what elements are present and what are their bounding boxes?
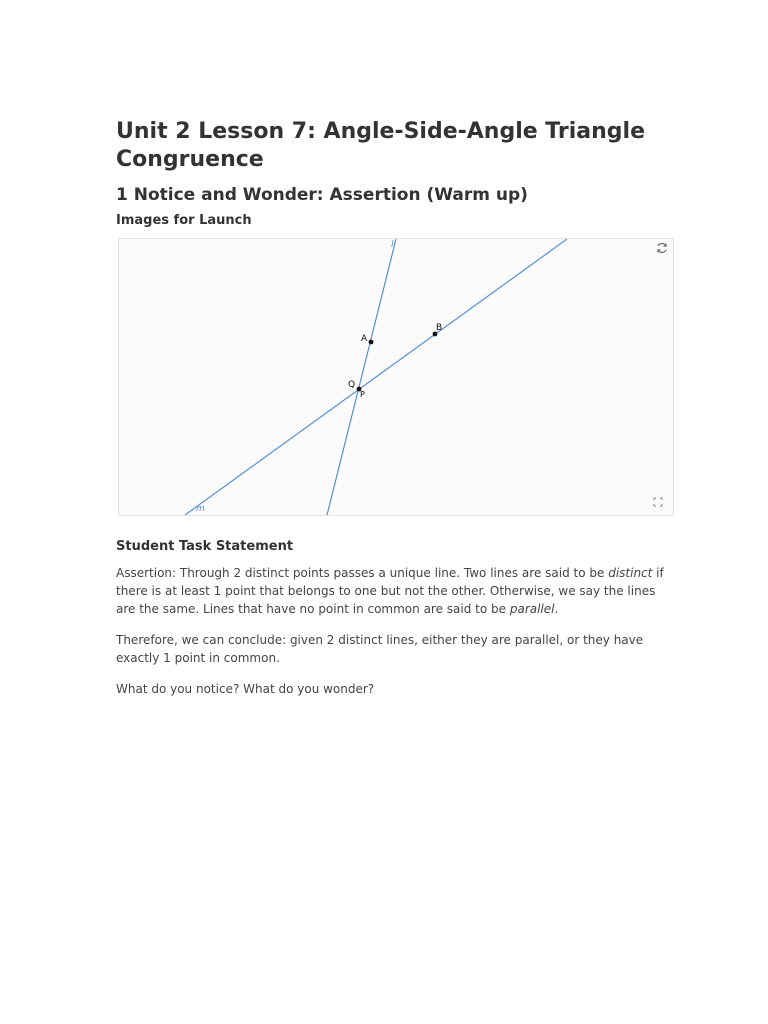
task-heading: Student Task Statement: [116, 539, 294, 554]
point-p-label: P: [360, 390, 365, 399]
line-m[interactable]: [185, 239, 567, 515]
point-a[interactable]: [369, 340, 374, 345]
conclusion-paragraph: Therefore, we can conclude: given 2 distinct lines, either they are parallel, or they have exactly 1 point in common.: [116, 633, 644, 665]
line-m-label: m: [196, 504, 205, 514]
term-distinct: distinct: [608, 566, 653, 580]
term-parallel: parallel: [509, 602, 555, 616]
lesson-page: [116, 118, 676, 698]
prompt-paragraph: What do you notice? What do you wonder?: [116, 682, 375, 696]
point-q-label: Q: [348, 380, 356, 390]
geometry-applet[interactable]: [118, 238, 674, 516]
point-a-label: A: [361, 334, 368, 344]
assertion-paragraph: Assertion: Through 2 distinct points passes a unique line. Two lines are said to be distinct if there is at least 1 point that belongs to one but not the other. Otherwise, we say the lines are the same. Lines that have no point in common are said to be parallel.: [116, 566, 664, 616]
refresh-icon[interactable]: [655, 241, 669, 255]
section-heading: 1 Notice and Wonder: Assertion (Warm up): [116, 185, 528, 205]
point-b-label: B: [436, 323, 443, 333]
page-title: Unit 2 Lesson 7: Angle-Side-Angle Triangle Congruence: [116, 119, 646, 172]
images-heading: Images for Launch: [116, 213, 252, 228]
fullscreen-icon[interactable]: [651, 495, 665, 509]
line-l-label: l: [391, 240, 394, 250]
geometry-canvas[interactable]: [119, 239, 673, 515]
line-l[interactable]: [327, 239, 396, 515]
